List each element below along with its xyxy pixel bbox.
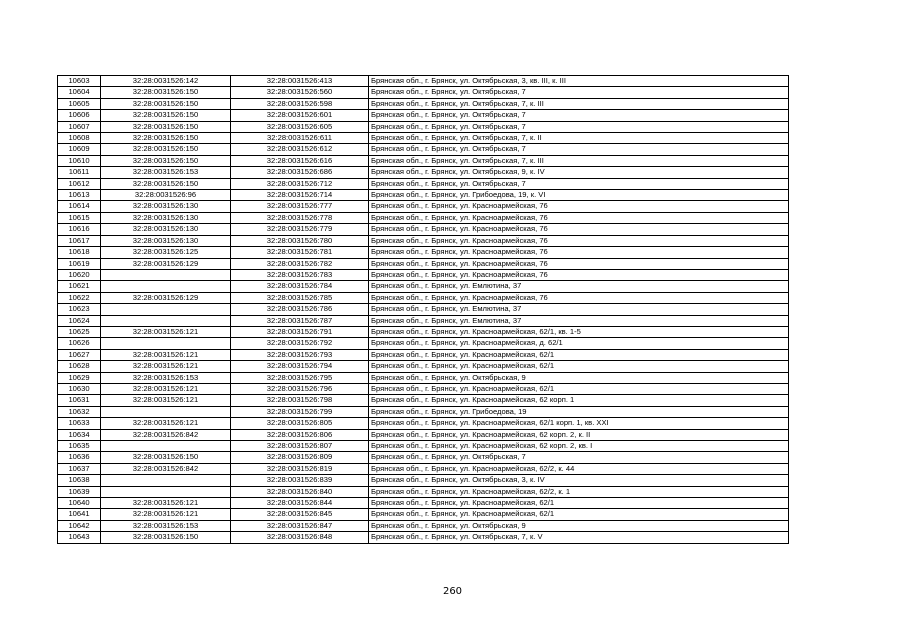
row-number-cell: 10613: [58, 190, 101, 201]
row-number-cell: 10630: [58, 383, 101, 394]
table-row: [58, 338, 789, 349]
parcel-number-cell: 32:28:0031526:130: [101, 201, 231, 212]
table-row: [58, 144, 789, 155]
table-row: [58, 509, 789, 520]
table-row: [58, 372, 789, 383]
table-row: [58, 178, 789, 189]
parcel-number-cell: 32:28:0031526:150: [101, 110, 231, 121]
parcel-number-cell: 32:28:0031526:125: [101, 247, 231, 258]
table-row: [58, 87, 789, 98]
row-number-cell: 10639: [58, 486, 101, 497]
row-number-cell: 10637: [58, 463, 101, 474]
table-row: [58, 463, 789, 474]
address-cell: Брянская обл., г. Брянск, ул. Октябрьская, 3, к. IV: [369, 475, 789, 486]
parcel-number-cell: 32:28:0031526:153: [101, 167, 231, 178]
object-cadastral-number-cell: 32:28:0031526:798: [231, 395, 369, 406]
row-number-cell: 10607: [58, 121, 101, 132]
object-cadastral-number-cell: 32:28:0031526:844: [231, 498, 369, 509]
table-row: [58, 224, 789, 235]
table-row: [58, 441, 789, 452]
object-cadastral-number-cell: 32:28:0031526:809: [231, 452, 369, 463]
object-cadastral-number-cell: 32:28:0031526:612: [231, 144, 369, 155]
table-row: [58, 98, 789, 109]
row-number-cell: 10626: [58, 338, 101, 349]
parcel-number-cell: 32:28:0031526:150: [101, 87, 231, 98]
object-cadastral-number-cell: 32:28:0031526:605: [231, 121, 369, 132]
address-cell: Брянская обл., г. Брянск, ул. Красноармейская, 76: [369, 247, 789, 258]
address-cell: Брянская обл., г. Брянск, ул. Октябрьская, 7, к. V: [369, 532, 789, 543]
parcel-number-cell: 32:28:0031526:150: [101, 98, 231, 109]
address-cell: Брянская обл., г. Брянск, ул. Емлютина, 37: [369, 315, 789, 326]
object-cadastral-number-cell: 32:28:0031526:807: [231, 441, 369, 452]
address-cell: Брянская обл., г. Брянск, ул. Красноармейская, 62/1: [369, 349, 789, 360]
row-number-cell: 10632: [58, 406, 101, 417]
parcel-number-cell: 32:28:0031526:153: [101, 372, 231, 383]
row-number-cell: 10643: [58, 532, 101, 543]
object-cadastral-number-cell: 32:28:0031526:839: [231, 475, 369, 486]
object-cadastral-number-cell: 32:28:0031526:714: [231, 190, 369, 201]
object-cadastral-number-cell: 32:28:0031526:598: [231, 98, 369, 109]
parcel-number-cell: [101, 304, 231, 315]
row-number-cell: 10608: [58, 133, 101, 144]
table-row: [58, 326, 789, 337]
row-number-cell: 10624: [58, 315, 101, 326]
table-row: [58, 110, 789, 121]
row-number-cell: 10629: [58, 372, 101, 383]
object-cadastral-number-cell: 32:28:0031526:796: [231, 383, 369, 394]
row-number-cell: 10627: [58, 349, 101, 360]
address-cell: Брянская обл., г. Брянск, ул. Красноармейская, 76: [369, 212, 789, 223]
address-cell: Брянская обл., г. Брянск, ул. Октябрьская, 7: [369, 87, 789, 98]
object-cadastral-number-cell: 32:28:0031526:847: [231, 520, 369, 531]
address-cell: Брянская обл., г. Брянск, ул. Красноармейская, д. 62/1: [369, 338, 789, 349]
table-row: [58, 452, 789, 463]
address-cell: Брянская обл., г. Брянск, ул. Октябрьская, 9, к. IV: [369, 167, 789, 178]
object-cadastral-number-cell: 32:28:0031526:799: [231, 406, 369, 417]
row-number-cell: 10615: [58, 212, 101, 223]
parcel-number-cell: [101, 441, 231, 452]
object-cadastral-number-cell: 32:28:0031526:791: [231, 326, 369, 337]
address-cell: Брянская обл., г. Брянск, ул. Октябрьская, 7, к. III: [369, 98, 789, 109]
row-number-cell: 10633: [58, 418, 101, 429]
row-number-cell: 10625: [58, 326, 101, 337]
parcel-number-cell: 32:28:0031526:96: [101, 190, 231, 201]
object-cadastral-number-cell: 32:28:0031526:779: [231, 224, 369, 235]
table-row: [58, 429, 789, 440]
address-cell: Брянская обл., г. Брянск, ул. Октябрьская, 7, к. III: [369, 155, 789, 166]
address-cell: Брянская обл., г. Брянск, ул. Красноармейская, 62/1: [369, 509, 789, 520]
address-cell: Брянская обл., г. Брянск, ул. Красноармейская, 62/1 корп. 1, кв. XXI: [369, 418, 789, 429]
parcel-number-cell: 32:28:0031526:129: [101, 258, 231, 269]
table-row: [58, 292, 789, 303]
row-number-cell: 10641: [58, 509, 101, 520]
parcel-number-cell: 32:28:0031526:150: [101, 133, 231, 144]
object-cadastral-number-cell: 32:28:0031526:792: [231, 338, 369, 349]
row-number-cell: 10634: [58, 429, 101, 440]
address-cell: Брянская обл., г. Брянск, ул. Октябрьская, 9: [369, 520, 789, 531]
address-cell: Брянская обл., г. Брянск, ул. Октябрьская, 7: [369, 110, 789, 121]
parcel-number-cell: 32:28:0031526:153: [101, 520, 231, 531]
object-cadastral-number-cell: 32:28:0031526:686: [231, 167, 369, 178]
table-row: [58, 76, 789, 87]
registry-table: [57, 75, 789, 544]
table-row: [58, 349, 789, 360]
page-number: 260: [442, 586, 463, 597]
table-row: [58, 520, 789, 531]
object-cadastral-number-cell: 32:28:0031526:777: [231, 201, 369, 212]
parcel-number-cell: 32:28:0031526:121: [101, 361, 231, 372]
row-number-cell: 10603: [58, 76, 101, 87]
table-row: [58, 212, 789, 223]
address-cell: Брянская обл., г. Брянск, ул. Октябрьская, 3, кв. III, к. III: [369, 76, 789, 87]
row-number-cell: 10618: [58, 247, 101, 258]
object-cadastral-number-cell: 32:28:0031526:783: [231, 269, 369, 280]
object-cadastral-number-cell: 32:28:0031526:601: [231, 110, 369, 121]
parcel-number-cell: [101, 269, 231, 280]
object-cadastral-number-cell: 32:28:0031526:794: [231, 361, 369, 372]
parcel-number-cell: 32:28:0031526:121: [101, 498, 231, 509]
address-cell: Брянская обл., г. Брянск, ул. Красноармейская, 76: [369, 201, 789, 212]
parcel-number-cell: 32:28:0031526:130: [101, 224, 231, 235]
address-cell: Брянская обл., г. Брянск, ул. Грибоедова, 19: [369, 406, 789, 417]
row-number-cell: 10642: [58, 520, 101, 531]
parcel-number-cell: 32:28:0031526:842: [101, 463, 231, 474]
row-number-cell: 10622: [58, 292, 101, 303]
parcel-number-cell: [101, 315, 231, 326]
table-row: [58, 532, 789, 543]
table-row: [58, 269, 789, 280]
row-number-cell: 10604: [58, 87, 101, 98]
row-number-cell: 10609: [58, 144, 101, 155]
parcel-number-cell: 32:28:0031526:842: [101, 429, 231, 440]
object-cadastral-number-cell: 32:28:0031526:786: [231, 304, 369, 315]
parcel-number-cell: 32:28:0031526:121: [101, 383, 231, 394]
address-cell: Брянская обл., г. Брянск, ул. Грибоедова, 19, к. VI: [369, 190, 789, 201]
object-cadastral-number-cell: 32:28:0031526:611: [231, 133, 369, 144]
object-cadastral-number-cell: 32:28:0031526:560: [231, 87, 369, 98]
row-number-cell: 10617: [58, 235, 101, 246]
parcel-number-cell: [101, 406, 231, 417]
row-number-cell: 10621: [58, 281, 101, 292]
table-row: [58, 201, 789, 212]
row-number-cell: 10635: [58, 441, 101, 452]
address-cell: Брянская обл., г. Брянск, ул. Красноармейская, 62/2, к. 44: [369, 463, 789, 474]
table-row: [58, 304, 789, 315]
row-number-cell: 10631: [58, 395, 101, 406]
address-cell: Брянская обл., г. Брянск, ул. Красноармейская, 76: [369, 235, 789, 246]
parcel-number-cell: [101, 475, 231, 486]
parcel-number-cell: [101, 281, 231, 292]
object-cadastral-number-cell: 32:28:0031526:782: [231, 258, 369, 269]
address-cell: Брянская обл., г. Брянск, ул. Красноармейская, 62 корп. 2, к. II: [369, 429, 789, 440]
parcel-number-cell: 32:28:0031526:150: [101, 121, 231, 132]
row-number-cell: 10623: [58, 304, 101, 315]
parcel-number-cell: 32:28:0031526:121: [101, 509, 231, 520]
row-number-cell: 10614: [58, 201, 101, 212]
row-number-cell: 10612: [58, 178, 101, 189]
table-row: [58, 315, 789, 326]
object-cadastral-number-cell: 32:28:0031526:778: [231, 212, 369, 223]
object-cadastral-number-cell: 32:28:0031526:819: [231, 463, 369, 474]
parcel-number-cell: 32:28:0031526:150: [101, 155, 231, 166]
table-row: [58, 406, 789, 417]
parcel-number-cell: 32:28:0031526:121: [101, 395, 231, 406]
address-cell: Брянская обл., г. Брянск, ул. Красноармейская, 62 корп. 1: [369, 395, 789, 406]
registry-table-body: [58, 76, 789, 544]
row-number-cell: 10606: [58, 110, 101, 121]
row-number-cell: 10640: [58, 498, 101, 509]
address-cell: Брянская обл., г. Брянск, ул. Октябрьская, 7: [369, 178, 789, 189]
parcel-number-cell: 32:28:0031526:121: [101, 349, 231, 360]
table-row: [58, 167, 789, 178]
address-cell: Брянская обл., г. Брянск, ул. Емлютина, 37: [369, 304, 789, 315]
table-row: [58, 258, 789, 269]
object-cadastral-number-cell: 32:28:0031526:840: [231, 486, 369, 497]
table-row: [58, 361, 789, 372]
parcel-number-cell: 32:28:0031526:150: [101, 178, 231, 189]
parcel-number-cell: [101, 338, 231, 349]
row-number-cell: 10619: [58, 258, 101, 269]
object-cadastral-number-cell: 32:28:0031526:712: [231, 178, 369, 189]
parcel-number-cell: 32:28:0031526:150: [101, 452, 231, 463]
parcel-number-cell: 32:28:0031526:130: [101, 235, 231, 246]
table-row: [58, 395, 789, 406]
address-cell: Брянская обл., г. Брянск, ул. Красноармейская, 76: [369, 292, 789, 303]
address-cell: Брянская обл., г. Брянск, ул. Красноармейская, 76: [369, 224, 789, 235]
row-number-cell: 10628: [58, 361, 101, 372]
object-cadastral-number-cell: 32:28:0031526:805: [231, 418, 369, 429]
table-row: [58, 190, 789, 201]
object-cadastral-number-cell: 32:28:0031526:806: [231, 429, 369, 440]
row-number-cell: 10636: [58, 452, 101, 463]
table-row: [58, 383, 789, 394]
object-cadastral-number-cell: 32:28:0031526:845: [231, 509, 369, 520]
parcel-number-cell: 32:28:0031526:142: [101, 76, 231, 87]
address-cell: Брянская обл., г. Брянск, ул. Октябрьская, 7: [369, 121, 789, 132]
address-cell: Брянская обл., г. Брянск, ул. Красноармейская, 62/1: [369, 498, 789, 509]
object-cadastral-number-cell: 32:28:0031526:785: [231, 292, 369, 303]
row-number-cell: 10610: [58, 155, 101, 166]
parcel-number-cell: 32:28:0031526:130: [101, 212, 231, 223]
parcel-number-cell: 32:28:0031526:150: [101, 144, 231, 155]
row-number-cell: 10638: [58, 475, 101, 486]
parcel-number-cell: 32:28:0031526:129: [101, 292, 231, 303]
object-cadastral-number-cell: 32:28:0031526:780: [231, 235, 369, 246]
object-cadastral-number-cell: 32:28:0031526:784: [231, 281, 369, 292]
table-row: [58, 247, 789, 258]
table-row: [58, 475, 789, 486]
row-number-cell: 10620: [58, 269, 101, 280]
address-cell: Брянская обл., г. Брянск, ул. Октябрьская, 9: [369, 372, 789, 383]
table-row: [58, 486, 789, 497]
parcel-number-cell: 32:28:0031526:150: [101, 532, 231, 543]
address-cell: Брянская обл., г. Брянск, ул. Красноармейская, 62/2, к. 1: [369, 486, 789, 497]
address-cell: Брянская обл., г. Брянск, ул. Красноармейская, 62/1: [369, 361, 789, 372]
object-cadastral-number-cell: 32:28:0031526:795: [231, 372, 369, 383]
parcel-number-cell: [101, 486, 231, 497]
address-cell: Брянская обл., г. Брянск, ул. Красноармейская, 76: [369, 258, 789, 269]
address-cell: Брянская обл., г. Брянск, ул. Октябрьская, 7, к. II: [369, 133, 789, 144]
address-cell: Брянская обл., г. Брянск, ул. Октябрьская, 7: [369, 452, 789, 463]
table-row: [58, 155, 789, 166]
object-cadastral-number-cell: 32:28:0031526:793: [231, 349, 369, 360]
address-cell: Брянская обл., г. Брянск, ул. Красноармейская, 62/1, кв. 1-5: [369, 326, 789, 337]
table-row: [58, 121, 789, 132]
address-cell: Брянская обл., г. Брянск, ул. Красноармейская, 76: [369, 269, 789, 280]
table-row: [58, 235, 789, 246]
address-cell: Брянская обл., г. Брянск, ул. Красноармейская, 62 корп. 2, кв. I: [369, 441, 789, 452]
object-cadastral-number-cell: 32:28:0031526:848: [231, 532, 369, 543]
table-row: [58, 133, 789, 144]
row-number-cell: 10616: [58, 224, 101, 235]
parcel-number-cell: 32:28:0031526:121: [101, 418, 231, 429]
table-row: [58, 281, 789, 292]
address-cell: Брянская обл., г. Брянск, ул. Емлютина, 37: [369, 281, 789, 292]
object-cadastral-number-cell: 32:28:0031526:616: [231, 155, 369, 166]
address-cell: Брянская обл., г. Брянск, ул. Октябрьская, 7: [369, 144, 789, 155]
row-number-cell: 10611: [58, 167, 101, 178]
table-row: [58, 498, 789, 509]
table-row: [58, 418, 789, 429]
address-cell: Брянская обл., г. Брянск, ул. Красноармейская, 62/1: [369, 383, 789, 394]
parcel-number-cell: 32:28:0031526:121: [101, 326, 231, 337]
row-number-cell: 10605: [58, 98, 101, 109]
object-cadastral-number-cell: 32:28:0031526:413: [231, 76, 369, 87]
object-cadastral-number-cell: 32:28:0031526:787: [231, 315, 369, 326]
object-cadastral-number-cell: 32:28:0031526:781: [231, 247, 369, 258]
